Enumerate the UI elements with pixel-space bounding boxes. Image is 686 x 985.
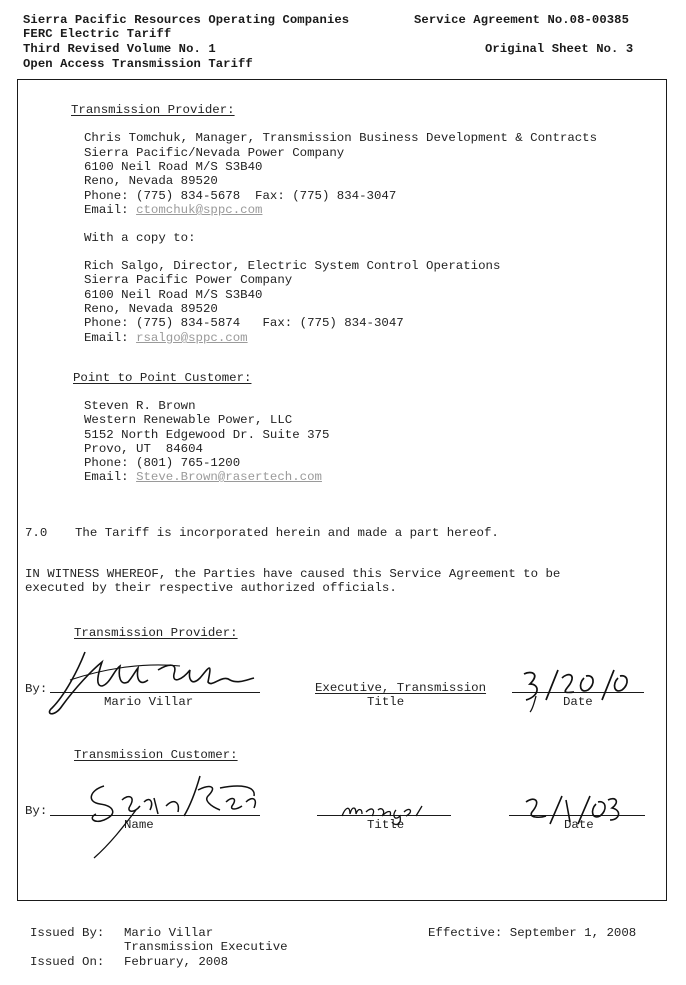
witness-line: executed by their respective authorized officials. — [25, 581, 397, 595]
copy-line: Reno, Nevada 89520 — [84, 302, 218, 316]
provider-line: 6100 Neil Road M/S S3B40 — [84, 160, 263, 174]
email-label: Email: — [84, 470, 129, 484]
title-label: Title — [367, 695, 405, 709]
name-label: Name — [124, 818, 154, 832]
copy-to-label: With a copy to: — [84, 231, 196, 245]
customer-line: Phone: (801) 765-1200 — [84, 456, 241, 470]
customer-email-row — [84, 470, 322, 484]
issued-by-title: Transmission Executive — [124, 940, 288, 954]
witness-line: IN WITNESS WHEREOF, the Parties have caused this Service Agreement to be — [25, 567, 561, 581]
customer-email-link[interactable]: Steve.Brown@rasertech.com — [136, 470, 322, 484]
provider-heading: Transmission Provider: — [71, 103, 235, 117]
customer-line: Provo, UT 84604 — [84, 442, 203, 456]
clause-text: The Tariff is incorporated herein and made a part hereof. — [75, 526, 499, 540]
effective-date: Effective: September 1, 2008 — [428, 926, 637, 940]
by-label: By: — [25, 804, 48, 818]
date-label: Date — [564, 818, 594, 832]
copy-email-link[interactable]: rsalgo@sppc.com — [136, 331, 248, 345]
issued-by-name: Mario Villar — [124, 926, 214, 940]
agreement-number: Service Agreement No.08-00385 — [414, 13, 629, 27]
copy-line: Phone: (775) 834-5874 Fax: (775) 834-3047 — [84, 316, 404, 330]
provider-title-value: Executive, Transmission — [315, 681, 487, 695]
provider-email-row — [84, 203, 262, 217]
date-label: Date — [563, 695, 593, 709]
copy-line: 6100 Neil Road M/S S3B40 — [84, 288, 263, 302]
provider-signer-name: Mario Villar — [104, 695, 194, 709]
provider-line: Reno, Nevada 89520 — [84, 174, 218, 188]
customer-heading: Point to Point Customer: — [73, 371, 252, 385]
customer-line: Western Renewable Power, LLC — [84, 413, 293, 427]
customer-line: 5152 North Edgewood Dr. Suite 375 — [84, 428, 330, 442]
copy-line: Sierra Pacific Power Company — [84, 273, 293, 287]
tariff-title: FERC Electric Tariff — [23, 27, 172, 41]
sig-customer-heading: Transmission Customer: — [74, 748, 238, 762]
title-label: Title — [367, 818, 405, 832]
company-name: Sierra Pacific Resources Operating Companies — [23, 13, 350, 27]
provider-line: Phone: (775) 834-5678 Fax: (775) 834-3047 — [84, 189, 397, 203]
copy-email-row — [84, 331, 248, 345]
email-label: Email: — [84, 331, 129, 345]
provider-line: Sierra Pacific/Nevada Power Company — [84, 146, 345, 160]
by-label: By: — [25, 682, 48, 696]
issued-on-date: February, 2008 — [124, 955, 229, 969]
email-label: Email: — [84, 203, 129, 217]
sig-provider-heading: Transmission Provider: — [74, 626, 238, 640]
volume-label: Third Revised Volume No. 1 — [23, 42, 216, 56]
sheet-label: Original Sheet No. 3 — [485, 42, 634, 56]
copy-line: Rich Salgo, Director, Electric System Control Operations — [84, 259, 501, 273]
issued-by-label: Issued By: — [30, 926, 105, 940]
customer-line: Steven R. Brown — [84, 399, 196, 413]
provider-line: Chris Tomchuk, Manager, Transmission Business Development & Contracts — [84, 131, 598, 145]
clause-number: 7.0 — [25, 526, 48, 540]
oatt-label: Open Access Transmission Tariff — [23, 57, 253, 71]
issued-on-label: Issued On: — [30, 955, 105, 969]
provider-email-link[interactable]: ctomchuk@sppc.com — [136, 203, 263, 217]
